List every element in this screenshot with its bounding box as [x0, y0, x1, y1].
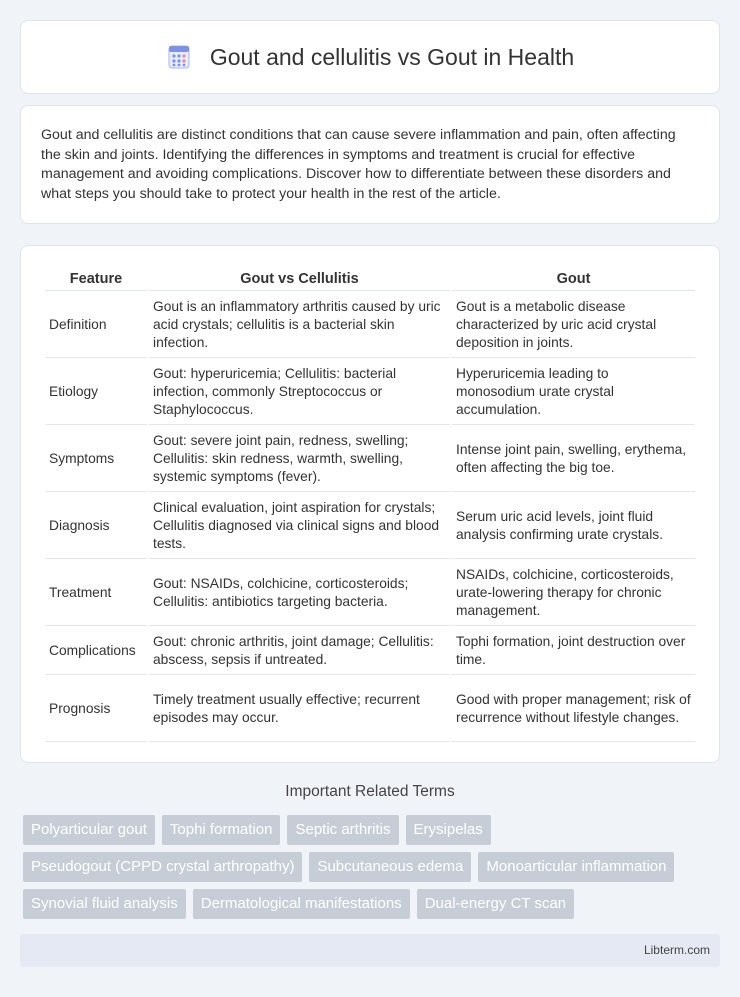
- tag-dual-energy-ct-scan[interactable]: Dual-energy CT scan: [417, 889, 574, 919]
- row-gout: Tophi formation, joint destruction over time.: [452, 628, 695, 675]
- tag-subcutaneous-edema[interactable]: Subcutaneous edema: [309, 852, 471, 882]
- related-terms-tags: [23, 815, 723, 919]
- row-gout: Serum uric acid levels, joint fluid analysis confirming urate crystals.: [452, 494, 695, 559]
- row-feature: Etiology: [45, 360, 147, 425]
- row-feature: Diagnosis: [45, 494, 147, 559]
- page-title: Gout and cellulitis vs Gout in Health: [209, 43, 575, 70]
- table-header-row: [45, 266, 695, 291]
- tag-pseudogout[interactable]: Pseudogout (CPPD crystal arthropathy): [23, 852, 302, 882]
- header-card: [20, 20, 720, 94]
- tag-synovial-fluid-analysis[interactable]: Synovial fluid analysis: [23, 889, 186, 919]
- tag-erysipelas[interactable]: Erysipelas: [406, 815, 491, 845]
- column-header-gout-vs-cellulitis: Gout vs Cellulitis: [149, 266, 450, 291]
- comparison-table: [43, 264, 697, 744]
- row-feature: Complications: [45, 628, 147, 675]
- table-row: [45, 360, 695, 425]
- row-gout-vs-cellulitis: Gout: severe joint pain, redness, swelling; Cellulitis: skin redness, warmth, swelling, systemic symptoms (fever).: [149, 427, 450, 492]
- table-row: [45, 561, 695, 626]
- row-gout-vs-cellulitis: Clinical evaluation, joint aspiration for crystals; Cellulitis diagnosed via clinical signs and blood tests.: [149, 494, 450, 559]
- table-row: [45, 677, 695, 742]
- related-terms-title: Important Related Terms: [285, 783, 455, 800]
- tag-dermatological-manifestations[interactable]: Dermatological manifestations: [193, 889, 410, 919]
- row-gout: Gout is a metabolic disease characterized by uric acid crystal deposition in joints.: [452, 293, 695, 358]
- footer-site-link[interactable]: Libterm.com: [643, 943, 710, 957]
- calculator-icon: [166, 44, 192, 70]
- table-row: [45, 628, 695, 675]
- row-gout: Intense joint pain, swelling, erythema, often affecting the big toe.: [452, 427, 695, 492]
- comparison-table-card: [20, 245, 720, 763]
- intro-text: Gout and cellulitis are distinct conditions that can cause severe inflammation and pain, often affecting the skin and joints. Identifying the differences in symptoms and treatment is crucial for effective management and avoiding complications. Discover how to differentiate between these disorders and what steps you should take to protect your health in the rest of the article.: [41, 127, 676, 202]
- tag-monoarticular-inflammation[interactable]: Monoarticular inflammation: [478, 852, 674, 882]
- column-header-feature: Feature: [45, 266, 147, 291]
- row-gout: Hyperuricemia leading to monosodium urate crystal accumulation.: [452, 360, 695, 425]
- column-header-gout: Gout: [452, 266, 695, 291]
- related-terms-section: [20, 783, 720, 801]
- table-row: [45, 494, 695, 559]
- row-feature: Definition: [45, 293, 147, 358]
- row-gout: NSAIDs, colchicine, corticosteroids, urate-lowering therapy for chronic management.: [452, 561, 695, 626]
- row-feature: Symptoms: [45, 427, 147, 492]
- row-gout-vs-cellulitis: Gout: chronic arthritis, joint damage; Cellulitis: abscess, sepsis if untreated.: [149, 628, 450, 675]
- tag-tophi-formation[interactable]: Tophi formation: [162, 815, 281, 845]
- tag-polyarticular-gout[interactable]: Polyarticular gout: [23, 815, 155, 845]
- tag-septic-arthritis[interactable]: Septic arthritis: [287, 815, 398, 845]
- footer: [20, 934, 720, 967]
- row-gout-vs-cellulitis: Timely treatment usually effective; recurrent episodes may occur.: [149, 677, 450, 742]
- table-row: [45, 427, 695, 492]
- row-gout-vs-cellulitis: Gout is an inflammatory arthritis caused by uric acid crystals; cellulitis is a bacterial skin infection.: [149, 293, 450, 358]
- table-row: [45, 293, 695, 358]
- row-gout: Good with proper management; risk of recurrence without lifestyle changes.: [452, 677, 695, 742]
- row-gout-vs-cellulitis: Gout: hyperuricemia; Cellulitis: bacterial infection, commonly Streptococcus or Staphylococcus.: [149, 360, 450, 425]
- row-gout-vs-cellulitis: Gout: NSAIDs, colchicine, corticosteroids; Cellulitis: antibiotics targeting bacteria.: [149, 561, 450, 626]
- row-feature: Prognosis: [45, 677, 147, 742]
- intro-card: [20, 105, 720, 224]
- row-feature: Treatment: [45, 561, 147, 626]
